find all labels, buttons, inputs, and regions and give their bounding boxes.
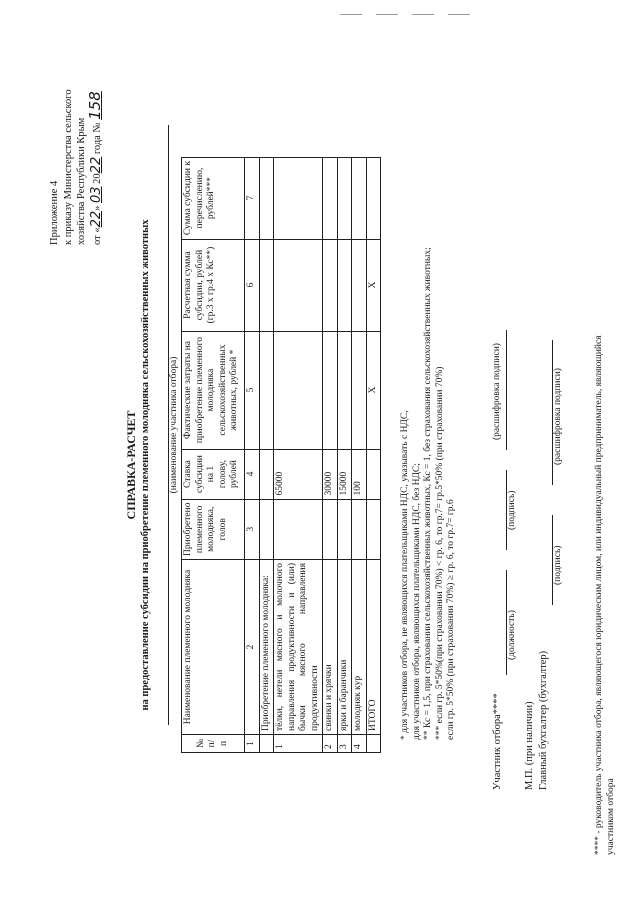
col-number: 5: [245, 331, 260, 449]
header-rate: Ставка субсидии на 1 голову, рублей: [182, 449, 245, 499]
appendix-line-2: к приказу Министерства сельского: [62, 89, 74, 245]
row-rate: 30000: [323, 449, 338, 499]
section-label: Приобретение племенного молодняка:: [259, 560, 274, 735]
col-number: 1: [245, 735, 260, 753]
total-row: [366, 157, 381, 752]
decode-caption: (расшифровка подписи): [492, 343, 502, 440]
header-calculated-sum: Расчетная сумма субсидии, рублей (гр.3 х гр.4 х Кс**): [182, 239, 245, 331]
row-name: тёлки, нетели мясного и молочного направления продуктивности и (или) бычки мясного направления продуктивности: [274, 560, 323, 735]
document-title: СПРАВКА-РАСЧЕТ: [124, 410, 138, 520]
position-caption: (должность): [507, 610, 517, 660]
participant-caption: (наименование участника отбора): [169, 356, 179, 494]
header-num: № п/п: [182, 735, 245, 753]
table-header-row: [182, 157, 245, 752]
row-num: 3: [337, 735, 352, 753]
appendix-line-3: хозяйства Республики Крым: [76, 117, 87, 245]
note-line: для участников отбора, являющихся плательщиками НДС, без НДС;: [411, 463, 422, 740]
table-row: [274, 157, 323, 752]
col-number: 6: [245, 239, 260, 331]
appendix-block: [48, 89, 104, 245]
table-row: [337, 157, 352, 752]
col-number: 2: [245, 560, 260, 735]
accountant-decode-caption: (расшифровка подписи): [553, 368, 563, 465]
row-name: ярки и баранчики: [337, 560, 352, 735]
row-num: 2: [323, 735, 338, 753]
row-rate: 15000: [337, 449, 352, 499]
note-line: * для участников отбора, не являющихся плательщиками НДС, указывать с НДС,: [400, 410, 410, 740]
date-month: 03: [88, 186, 104, 203]
table-row: [323, 157, 338, 752]
row-rate: 100: [352, 449, 367, 499]
total-col5: Х: [366, 331, 381, 449]
total-label: ИТОГО: [366, 560, 381, 735]
footnote-line-1: **** - руководитель участника отбора, являющегося юридическим лицом, или индивидуальный предприниматель, являющийся: [594, 335, 604, 855]
calculation-table: [181, 157, 381, 753]
col-number: 7: [245, 157, 260, 239]
participant-label: Участник отбора****: [492, 693, 503, 790]
row-num: 1: [274, 735, 323, 753]
footnote-line-2: участником отбора: [606, 778, 616, 855]
section-row: [259, 157, 274, 752]
col-number: 3: [245, 499, 260, 559]
header-actual-costs: Фактические затраты на приобретение племенного молодняка сельскохозяйственных животных, рублей *: [182, 331, 245, 449]
order-number: 158: [85, 91, 104, 120]
header-name: Наименование племенного молодняка: [182, 560, 245, 735]
stamp-label: М.П. (при наличии): [524, 701, 535, 790]
note-line: ** Кс = 1,5, при страховании сельскохозяйственных животных, Кс = 1, без страхования сельскохозяйственных животных;: [423, 247, 433, 740]
document-subtitle: на предоставление субсидии на приобретение племенного молодняка сельскохозяйственных животных: [140, 219, 151, 711]
row-name: молодняк кур: [352, 560, 367, 735]
notes-block: [400, 247, 458, 740]
date-year: 22: [88, 156, 104, 174]
appendix-date-line: от «22» 03 2022 года № 158: [85, 91, 104, 245]
row-name: свинки и хрячки: [323, 560, 338, 735]
note-line: если гр. 5*50% (при страховании 70%) ≥ гр. 6, то гр.7= гр.6: [446, 499, 456, 740]
appendix-line-1: Приложение 4: [49, 180, 60, 245]
date-day: 22: [88, 210, 104, 228]
table-row: [352, 157, 367, 752]
column-number-row: [245, 157, 260, 752]
note-line: *** если гр. 5*50%(при страховании 70%) < гр. 6, то гр.7= гр.5*50% (при страховании 70%): [434, 366, 445, 740]
header-purchased: Приобретено племенного молодняка, голов: [182, 499, 245, 559]
binding-marks: [340, 7, 500, 15]
row-num: 4: [352, 735, 367, 753]
accountant-label: Главный бухгалтер (бухгалтер): [538, 650, 549, 790]
sign-caption: (подпись): [507, 490, 517, 530]
accountant-sign-caption: (подпись): [553, 545, 563, 585]
col-number: 4: [245, 449, 260, 499]
total-col6: Х: [366, 239, 381, 331]
header-transfer-sum: Сумма субсидии к перечислению, рублей***: [182, 157, 245, 239]
row-rate: 65000: [274, 449, 323, 499]
